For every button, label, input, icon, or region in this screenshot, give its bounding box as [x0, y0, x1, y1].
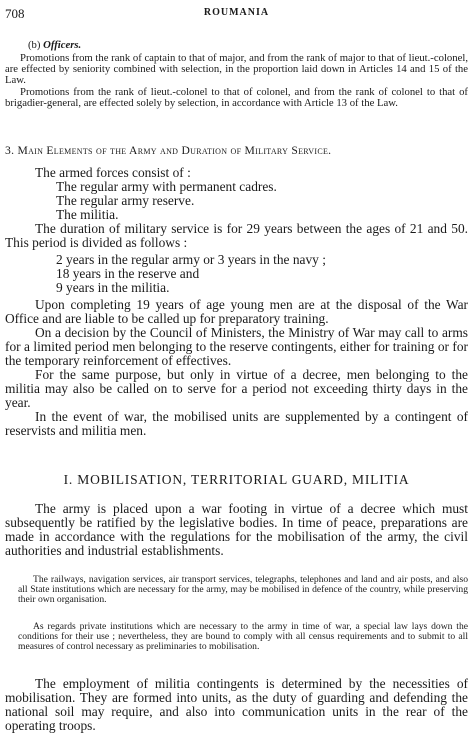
force-item: The regular army reserve. [56, 193, 195, 208]
officers-subheading [28, 40, 81, 51]
page-header [5, 6, 468, 22]
private-institutions-paragraph: As regards private institutions which are necessary to the army in time of war, a special law lays down the conditions for their use ; nevertheless, they are bound to comply with all census requirements and to submit to all measures of control necessary as preliminaries to mobilisation. [18, 621, 468, 652]
war-event-paragraph: In the event of war, the mobilised units are supplemented by a contingent of reservists and militia men. [5, 409, 468, 438]
officers-label-prefix: (b) [28, 39, 41, 51]
running-title: ROUMANIA [203, 7, 270, 18]
period-item: 2 years in the regular army or 3 years in the navy ; [56, 252, 326, 267]
section-I-heading: I. MOBILISATION, TERRITORIAL GUARD, MILITIA [63, 472, 410, 487]
force-item: The regular army with permanent cadres. [56, 179, 277, 194]
preparatory-training-paragraph: Upon completing 19 years of age young men are at the disposal of the War Office and are liable to be called up for preparatory training. [5, 297, 468, 326]
officers-paragraph-2: Promotions from the rank of lieut.-colonel to that of colonel, and from the rank of colonel to that of brigadier-general, are effected solely by selection, in accordance with Article 13 of the Law. [5, 86, 468, 109]
militia-decree-paragraph: For the same purpose, but only in virtue of a decree, men belonging to the militia may also be called on to serve for a period not exceeding thirty days in the year. [5, 367, 468, 410]
period-item: 9 years in the militia. [56, 280, 170, 295]
state-services-paragraph: The railways, navigation services, air transport services, telegraphs, telephones and land and air posts, and also all State institutions which are necessary for the army, may be mobilised in defence of the country, while preserving their own organisation. [18, 574, 468, 605]
war-footing-paragraph: The army is placed upon a war footing in virtue of a decree which must subsequently be ratified by the legislative bodies. In time of peace, preparations are made in accordance with the regulations for the mobilisation of the army, the civil authorities and industrial establishments. [5, 501, 468, 558]
force-item: The militia. [56, 207, 119, 222]
duration-paragraph: The duration of military service is for 29 years between the ages of 21 and 50. This period is divided as follows : [5, 221, 468, 250]
section-3-heading: 3. Main Elements of the Army and Duration of Military Service. [5, 144, 332, 157]
page-number: 708 [5, 6, 25, 21]
officers-label: Officers. [43, 39, 82, 51]
militia-employment-paragraph: The employment of militia contingents is determined by the necessities of mobilisation. They are formed into units, as the duty of guarding and defending the national soil may require, and also into communication units in the rear of the operating troops. [5, 676, 468, 733]
officers-paragraph-1: Promotions from the rank of captain to that of major, and from the rank of major to that of lieut.-colonel, are effected by seniority combined with selection, in the proportion laid down in Articles 14 and 15 of the Law. [5, 52, 468, 86]
council-decision-paragraph: On a decision by the Council of Ministers, the Ministry of War may call to arms for a limited period men belonging to the reserve contingents, either for training or for the temporary reinforcement of effectives. [5, 325, 468, 368]
forces-intro: The armed forces consist of : [35, 165, 191, 180]
period-item: 18 years in the reserve and [56, 266, 200, 281]
